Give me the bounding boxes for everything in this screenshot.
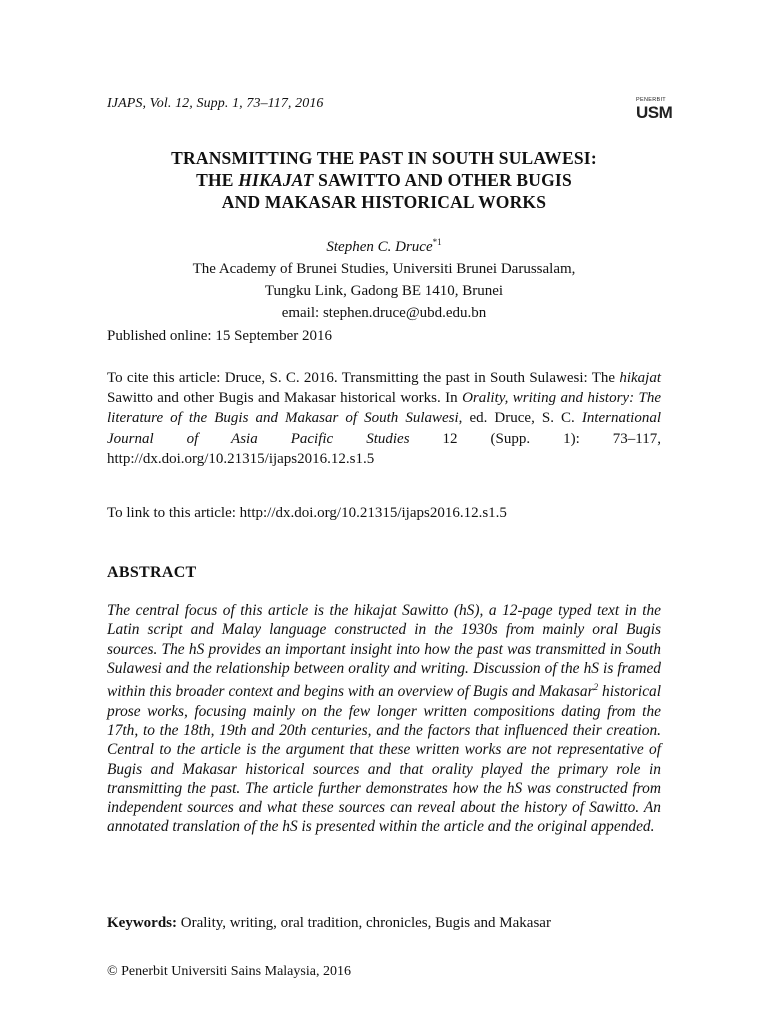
affiliation-line-2: Tungku Link, Gadong BE 1410, Brunei <box>264 283 504 299</box>
keywords-label: Keywords: <box>107 915 177 931</box>
affiliation-line-1: The Academy of Brunei Studies, Universiti Brunei Darussalam, <box>192 261 576 277</box>
citation-part-1-italic: hikajat <box>619 370 661 386</box>
footnote-marker: 2 <box>593 682 599 693</box>
title-line-2 <box>107 169 661 191</box>
author-block <box>107 231 661 324</box>
copyright-notice: © Penerbit Universiti Sains Malaysia, 2016 <box>107 964 351 979</box>
article-title <box>107 147 661 213</box>
abstract-text <box>107 601 661 837</box>
article-link[interactable]: To link to this article: http://dx.doi.org/10.21315/ijaps2016.12.s1.5 <box>107 505 507 521</box>
author-name: Stephen C. Druce <box>326 239 433 255</box>
abstract-part-1: The central focus of this article is the hikajat Sawitto (hS), a 12-page typed text in the Latin script and Malay language constructed in the 1930s from mainly oral Bugis sources. The hS provides an important insight into how the past was transmitted in South Sulawesi and the relationship between orality and writing. Discussion of the hS is framed within this broader context and begins with an overview of Bugis and Makasar <box>107 602 661 701</box>
abstract-heading: ABSTRACT <box>107 564 197 581</box>
citation-part-4: 12 (Supp. 1): 73–117, http://dx.doi.org/10.21315/ijaps2016.12.s1.5 <box>107 430 661 467</box>
title-line-2-prefix: THE <box>196 170 239 190</box>
citation-part-1: To cite this article: Druce, S. C. 2016. Transmitting the past in South Sulawesi: The <box>107 370 620 386</box>
title-line-1: TRANSMITTING THE PAST IN SOUTH SULAWESI: <box>171 148 597 168</box>
citation-part-2-italic: Orality, writing and history: The literature of the Bugis and Makasar of South Sulawesi <box>107 390 661 427</box>
citation-paragraph <box>107 368 661 469</box>
author-marker: *1 <box>432 237 442 247</box>
author-line <box>107 231 661 258</box>
citation-journal-name: International Journal of Asia Pacific Studies <box>107 410 661 447</box>
title-line-3: AND MAKASAR HISTORICAL WORKS <box>221 192 547 212</box>
keywords-line <box>107 915 551 932</box>
title-line-2-suffix: SAWITTO AND OTHER BUGIS <box>313 170 572 190</box>
citation-part-3: , ed. Druce, S. C. <box>458 410 582 427</box>
keywords-text: Orality, writing, oral tradition, chronicles, Bugis and Makasar <box>177 915 551 931</box>
publisher-logo <box>636 97 673 127</box>
running-head: IJAPS, Vol. 12, Supp. 1, 73–117, 2016 <box>107 96 324 111</box>
logo-main-text: USM <box>636 103 673 122</box>
author-email[interactable]: email: stephen.druce@ubd.edu.bn <box>281 305 487 321</box>
published-date: Published online: 15 September 2016 <box>107 328 332 344</box>
citation-part-2: Sawitto and other Bugis and Makasar historical works. In <box>107 390 463 407</box>
logo-top-text: PENERBIT <box>636 97 666 103</box>
title-line-2-italic: HIKAJAT <box>238 170 314 190</box>
abstract-part-2: historical prose works, focusing mainly on the few longer written compositions dating from the 17th, to the 18th, 19th and 20th centuries, and the factors that influenced their creation. Central to the article is the argument that these written works are not representative of Bugis and Makasar historical sources and that orality played the primary role in transmitting the past. The article further demonstrates how the hS was constructed from independent sources and what these sources can reveal about the history of Sawitto. An annotated translation of the hS is presented within the article and the original appended. <box>107 683 661 836</box>
